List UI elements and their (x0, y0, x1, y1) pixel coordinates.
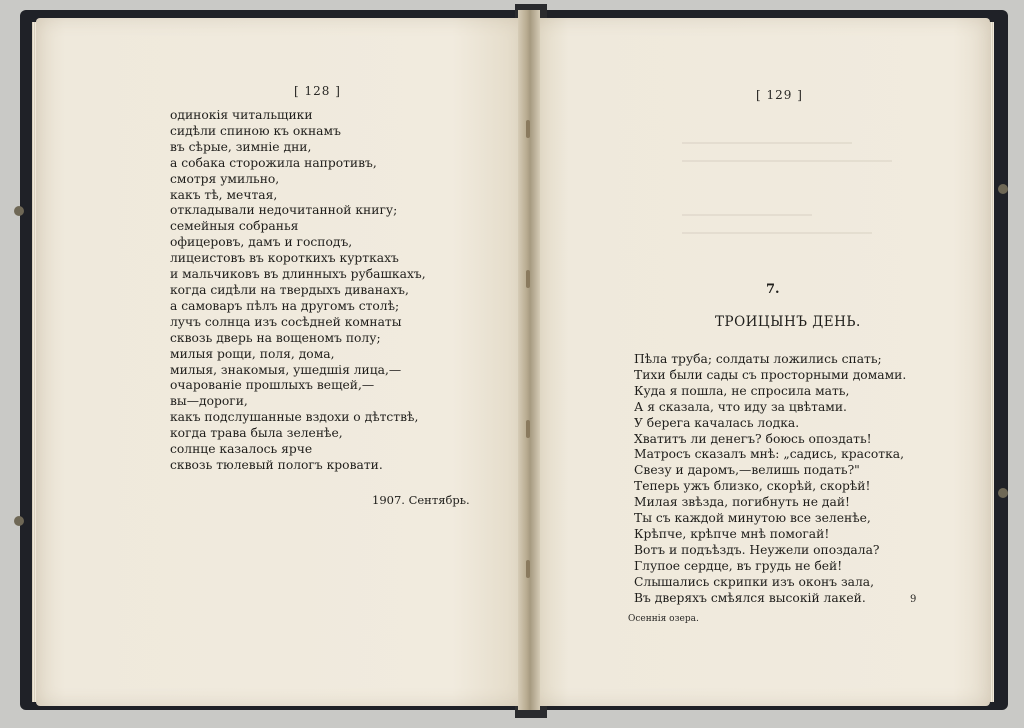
poem-date: 1907. Сентябрь. (372, 493, 470, 507)
right-page (532, 18, 990, 706)
poem-line: очарованіе прошлыхъ вещей,— (170, 378, 375, 393)
left-page (36, 18, 526, 706)
binding-tie-knot (14, 516, 24, 526)
bleed-through-text (682, 214, 812, 216)
poem-line: Свезу и даромъ,—велишь подать?" (634, 463, 860, 478)
poem-line: какъ подслушанные вздохи о дѣтствѣ, (170, 410, 419, 425)
poem-line: Пѣла труба; солдаты ложились спать; (634, 352, 882, 366)
right-page-number: [ 129 ] (756, 88, 803, 102)
poem-line: лучъ солнца изъ сосѣдней комнаты (170, 314, 402, 329)
poem-line: Крѣпче, крѣпче мнѣ помогай! (634, 526, 830, 541)
poem-line: когда трава была зеленѣе, (170, 426, 343, 441)
poem-line: Глупое сердце, въ грудь не бей! (634, 558, 843, 573)
poem-line: солнце казалось ярче (170, 442, 313, 457)
footer-sheet-number: 9 (910, 594, 917, 605)
right-poem-text (634, 352, 906, 607)
poem-line: Слышались скрипки изъ оконъ зала, (634, 574, 875, 589)
poem-line: а самоваръ пѣлъ на другомъ столѣ; (170, 298, 400, 313)
poem-line: милыя рощи, поля, дома, (170, 346, 335, 361)
book-gutter (518, 10, 540, 710)
binding-tie-knot (998, 184, 1008, 194)
poem-line: сидѣли спиною къ окнамъ (170, 123, 341, 138)
poem-line: смотря умильно, (170, 171, 280, 186)
poem-line: вы—дороги, (170, 394, 248, 409)
poem-line: когда сидѣли на твердыхъ диванахъ, (170, 282, 409, 297)
poem-title: ТРОИЦЫНЪ ДЕНЬ. (715, 314, 861, 330)
poem-line: У берега качалась лодка. (634, 415, 800, 430)
poem-line: милыя, знакомыя, ушедшія лица,— (170, 362, 402, 377)
left-page-number: [ 128 ] (294, 84, 341, 98)
poem-line: и мальчиковъ въ длинныхъ рубашкахъ, (170, 267, 426, 282)
binding-stitch (526, 270, 530, 288)
poem-line: Теперь ужъ близко, скорѣй, скорѣй! (634, 479, 871, 494)
poem-line: Милая звѣзда, погибнуть не дай! (634, 495, 850, 510)
poem-line: Вотъ и подъѣздъ. Неужели опоздала? (634, 542, 880, 557)
section-number: 7. (766, 282, 780, 297)
bleed-through-text (682, 232, 872, 234)
poem-line: Куда я пошла, не спросила мать, (634, 383, 850, 398)
binding-tie-knot (14, 206, 24, 216)
left-poem-text (170, 108, 426, 474)
poem-line: Ты съ каждой минутою все зеленѣе, (634, 511, 871, 526)
poem-line: лицеистовъ въ короткихъ курткахъ (170, 251, 399, 266)
poem-line: какъ тѣ, мечтая, (170, 187, 278, 202)
poem-line: одинокія читальщики (170, 108, 313, 122)
bleed-through-text (682, 160, 892, 162)
poem-line: сквозь тюлевый пологъ кровати. (170, 457, 383, 472)
poem-line: откладывали недочитанной книгу; (170, 203, 398, 218)
binding-tie-knot (998, 488, 1008, 498)
poem-line: офицеровъ, дамъ и господъ, (170, 235, 353, 250)
binding-stitch (526, 560, 530, 578)
binding-stitch (526, 420, 530, 438)
binding-stitch (526, 120, 530, 138)
poem-line: Хватитъ ли денегъ? боюсь опоздать! (634, 431, 872, 446)
poem-line: Матросъ сказалъ мнѣ: „садись, красотка, (634, 447, 904, 462)
poem-line: сквозь дверь на вощеномъ полу; (170, 330, 381, 345)
poem-line: семейныя собранья (170, 219, 299, 234)
footer-signature: Осеннія озера. (628, 614, 699, 624)
bleed-through-text (682, 142, 852, 144)
poem-line: Тихи были сады съ просторными домами. (634, 367, 907, 382)
poem-line: въ сѣрые, зимніе дни, (170, 139, 312, 154)
poem-line: Въ дверяхъ смѣялся высокій лакей. (634, 590, 866, 605)
poem-line: А я сказала, что иду за цвѣтами. (634, 399, 847, 414)
poem-line: а собака сторожила напротивъ, (170, 155, 377, 170)
